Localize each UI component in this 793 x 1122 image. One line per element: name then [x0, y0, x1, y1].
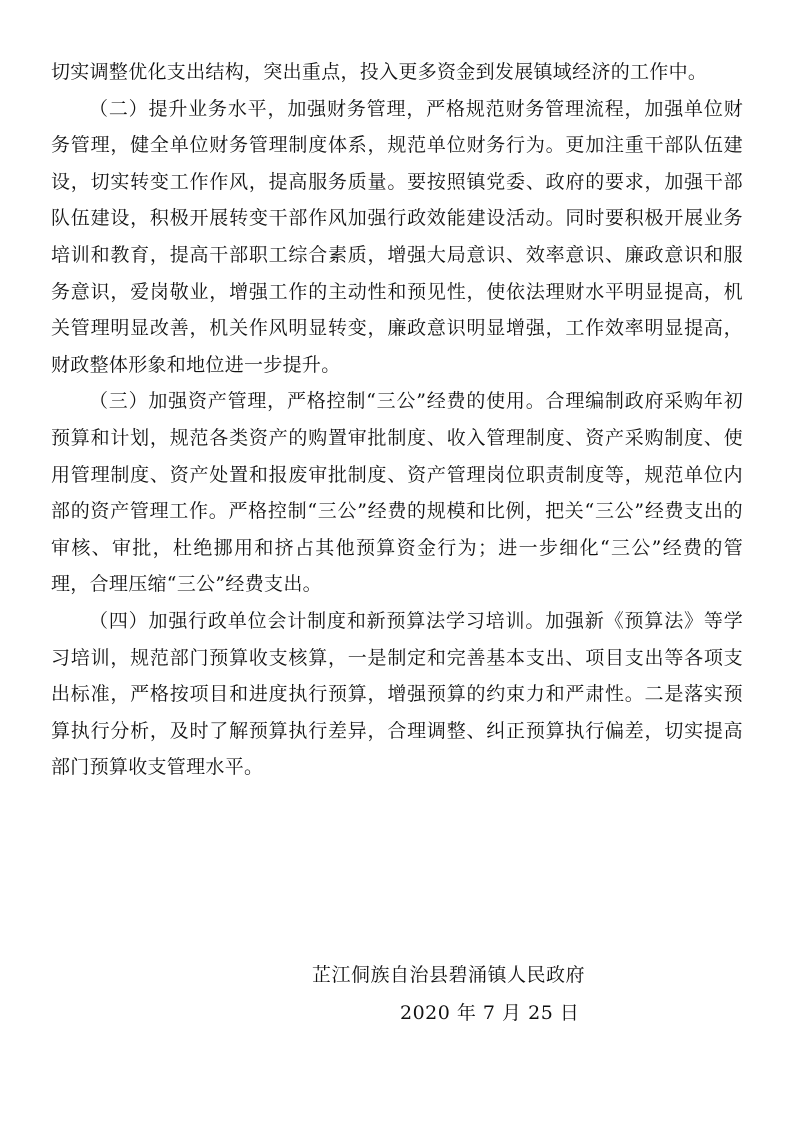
signature-organization: 芷江侗族自治县碧涌镇人民政府	[312, 964, 586, 986]
signature-date: 2020 年 7 月 25 日	[400, 1002, 580, 1024]
document-body	[51, 54, 743, 786]
paragraph-2: （二）提升业务水平，加强财务管理，严格规范财务管理流程，加强单位财务管理，健全单位财务管理制度体系，规范单位财务行为。更加注重干部队伍建设，切实转变工作作风，提高服务质量。要按照镇党委、政府的要求，加强干部队伍建设，积极开展转变干部作风加强行政效能建设活动。同时要积极开展业务培训和教育，提高干部职工综合素质，增强大局意识、效率意识、廉政意识和服务意识，爱岗敬业，增强工作的主动性和预见性，使依法理财水平明显提高，机关管理明显改善，机关作风明显转变，廉政意识明显增强，工作效率明显提高，财政整体形象和地位进一步提升。	[51, 97, 743, 376]
paragraph-1: 切实调整优化支出结构，突出重点，投入更多资金到发展镇域经济的工作中。	[51, 61, 708, 83]
paragraph-3: （三）加强资产管理，严格控制“三公”经费的使用。合理编制政府采购年初预算和计划，规范各类资产的购置审批制度、收入管理制度、资产采购制度、使用管理制度、资产处置和报废审批制度、资产管理岗位职责制度等，规范单位内部的资产管理工作。严格控制“三公”经费的规模和比例，把关“三公”经费支出的审核、审批，杜绝挪用和挤占其他预算资金行为；进一步细化“三公”经费的管理，合理压缩“三公”经费支出。	[51, 390, 743, 596]
paragraph-4: （四）加强行政单位会计制度和新预算法学习培训。加强新《预算法》等学习培训，规范部门预算收支核算，一是制定和完善基本支出、项目支出等各项支出标准，严格按项目和进度执行预算，增强预算的约束力和严肃性。二是落实预算执行分析，及时了解预算执行差异，合理调整、纠正预算执行偏差，切实提高部门预算收支管理水平。	[51, 609, 743, 779]
